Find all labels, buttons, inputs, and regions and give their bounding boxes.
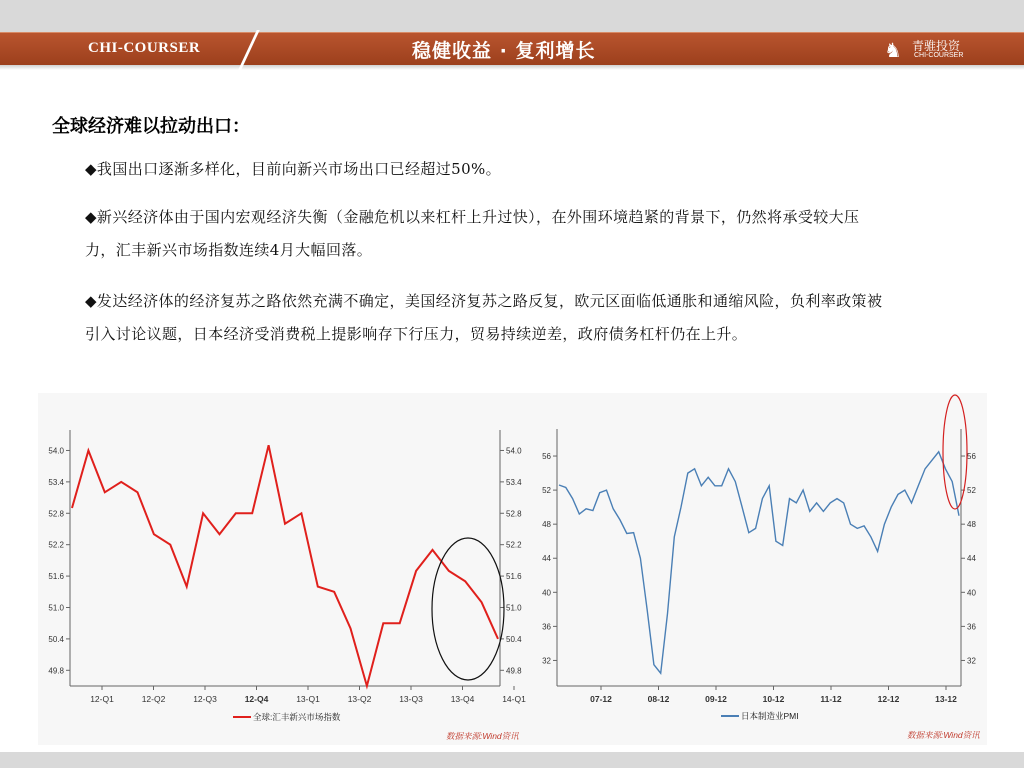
y-tick-label-right: 54.0 — [506, 446, 522, 456]
top-strip — [0, 0, 1024, 32]
y-tick-label-left: 40 — [542, 588, 551, 598]
y-tick-label-left: 53.4 — [48, 477, 64, 487]
bullet-paragraph: ◆我国出口逐渐多样化，目前向新兴市场出口已经超过50%。 — [85, 160, 502, 178]
y-tick-label-left: 52 — [542, 486, 551, 496]
x-tick-label: 12-Q4 — [244, 694, 269, 704]
y-tick-label-left: 54.0 — [48, 446, 64, 456]
bullet-paragraph: ◆新兴经济体由于国内宏观经济失衡（金融危机以来杠杆上升过快），在外围环境趋紧的背景下，仍然将承受较大压力，汇丰新兴市场指数连续4月大幅回落。 — [85, 208, 860, 259]
y-tick-label-right: 52.2 — [506, 540, 522, 550]
x-tick-label: 12-Q2 — [141, 694, 166, 704]
y-tick-label-right: 49.8 — [506, 666, 522, 676]
data-source-note: 数据来源:Wind资讯 — [907, 730, 980, 740]
x-tick-label: 12-12 — [877, 694, 900, 704]
logo-chinese-name: 青骓投资 — [912, 39, 961, 53]
y-tick-label-left: 36 — [542, 622, 551, 632]
y-tick-label-right: 53.4 — [506, 477, 522, 487]
y-tick-label-right: 56 — [967, 452, 976, 462]
y-tick-label-left: 44 — [542, 554, 551, 564]
japan-pmi-chart — [535, 393, 987, 745]
y-tick-label-right: 36 — [967, 622, 976, 632]
y-tick-label-right: 51.6 — [506, 572, 522, 582]
data-source-note: 数据来源:Wind资讯 — [446, 731, 519, 741]
y-tick-label-right: 51.0 — [506, 603, 522, 613]
y-tick-label-left: 48 — [542, 520, 551, 530]
x-tick-label: 13-Q3 — [399, 694, 423, 704]
y-tick-label-left: 56 — [542, 452, 551, 462]
y-tick-label-right: 52.8 — [506, 509, 522, 519]
x-tick-label: 12-Q3 — [193, 694, 217, 704]
black-ellipse-highlight — [432, 538, 504, 680]
y-tick-label-left: 51.6 — [48, 572, 64, 582]
banner-shadow — [0, 65, 1024, 70]
y-tick-label-left: 52.2 — [48, 540, 64, 550]
x-tick-label: 14-Q1 — [502, 694, 526, 704]
y-tick-label-left: 32 — [542, 656, 551, 666]
y-tick-label-left: 49.8 — [48, 666, 64, 676]
x-tick-label: 13-Q4 — [450, 694, 475, 704]
legend-label: 日本制造业PMI — [741, 711, 799, 721]
japan-pmi-chart-panel — [535, 393, 987, 745]
y-tick-label-right: 32 — [967, 656, 976, 666]
horse-logo-icon: ♞ — [884, 38, 902, 62]
series-line — [559, 452, 959, 673]
x-tick-label: 12-Q1 — [90, 694, 114, 704]
bullet-paragraph: ◆发达经济体的经济复苏之路依然充满不确定，美国经济复苏之路反复，欧元区面临低通胀和通缩风险，负利率政策被引入讨论议题，日本经济受消费税上提影响存下行压力，贸易持续逆差，政府债务杠杆仍在上升。 — [85, 292, 883, 343]
section-heading: 全球经济难以拉动出口： — [52, 116, 250, 137]
y-tick-label-left: 52.8 — [48, 509, 64, 519]
header-slogan: 稳健收益 · 复利增长 — [412, 40, 596, 62]
hsbc-emerging-index-chart-panel — [38, 393, 535, 745]
x-tick-label: 10-12 — [762, 694, 785, 704]
hsbc-emerging-index-chart — [38, 393, 535, 745]
x-tick-label: 11-12 — [820, 694, 842, 704]
brand-name: CHI-COURSER — [88, 40, 201, 56]
y-tick-label-left: 51.0 — [48, 603, 64, 613]
x-tick-label: 08-12 — [647, 694, 670, 704]
y-tick-label-right: 48 — [967, 520, 976, 530]
red-ellipse-highlight — [943, 395, 967, 509]
y-tick-label-right: 40 — [967, 588, 976, 598]
x-tick-label: 09-12 — [705, 694, 727, 704]
series-line — [72, 445, 498, 686]
company-logo — [884, 37, 994, 63]
y-tick-label-right: 50.4 — [506, 634, 522, 644]
logo-english-name: CHI-COURSER — [914, 52, 964, 59]
y-tick-label-right: 44 — [967, 554, 976, 564]
y-tick-label-left: 50.4 — [48, 634, 64, 644]
x-tick-label: 07-12 — [590, 694, 612, 704]
bottom-strip — [0, 752, 1024, 768]
legend-label: 全球:汇丰新兴市场指数 — [253, 712, 341, 722]
x-tick-label: 13-12 — [935, 694, 957, 704]
x-tick-label: 13-Q2 — [347, 694, 372, 704]
y-tick-label-right: 52 — [967, 486, 976, 496]
x-tick-label: 13-Q1 — [296, 694, 320, 704]
